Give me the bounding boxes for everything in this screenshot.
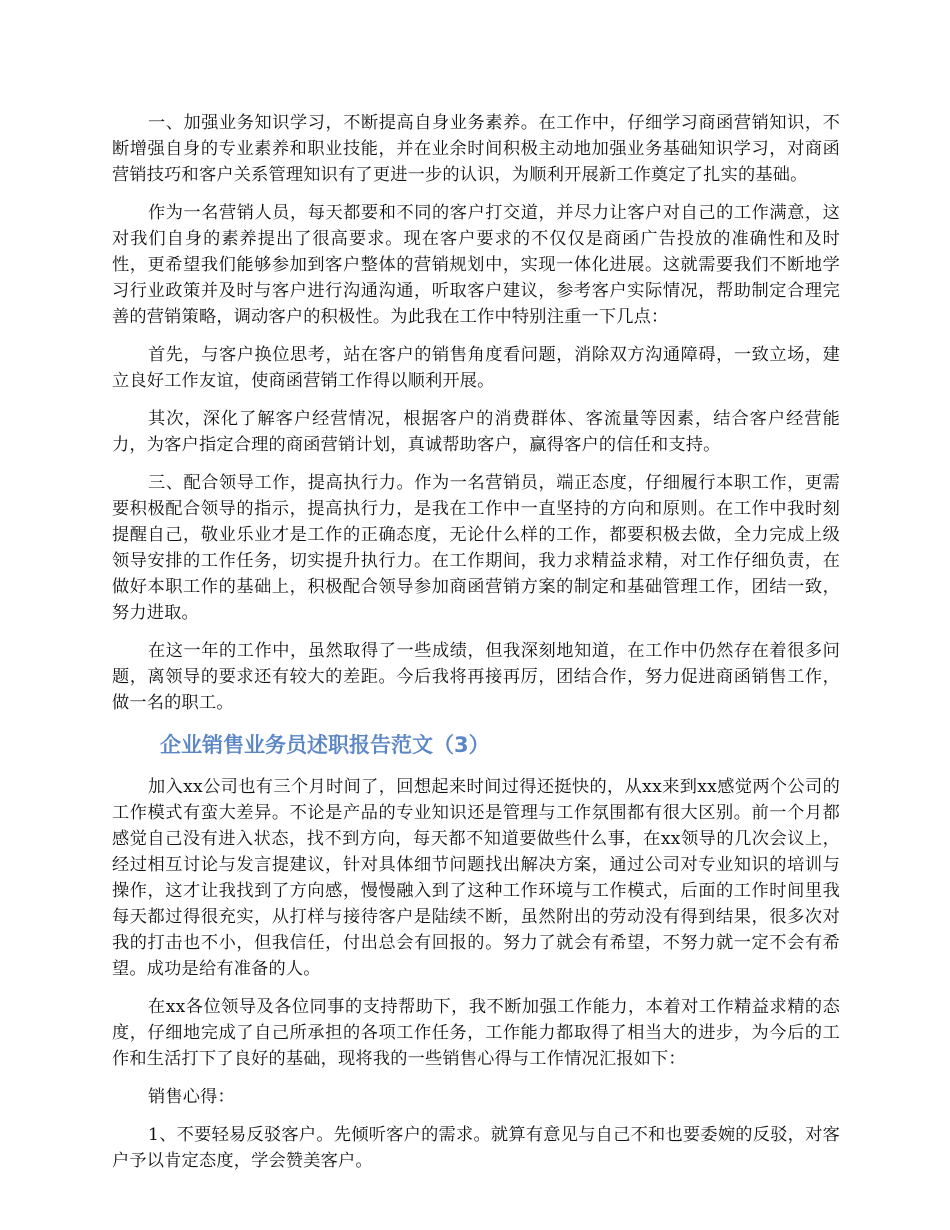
paragraph-insight-1: 1、不要轻易反驳客户。先倾听客户的需求。就算有意见与自己不和也要委婉的反驳，对客户予以肯定态度，学会赞美客户。 — [112, 1125, 840, 1171]
paragraph-support: 在xx各位领导及各位同事的支持帮助下，我不断加强工作能力，本着对工作精益求精的态度，仔细地完成了自己所承担的各项工作任务，工作能力都取得了相当大的进步，为今后的工作和生活打下了良好的基础，现将我的一些销售心得与工作情况汇报如下： — [112, 997, 840, 1069]
section-heading: 企业销售业务员述职报告范文（3） — [160, 733, 490, 757]
paragraph-marketing-role: 作为一名营销人员，每天都要和不同的客户打交道，并尽力让客户对自己的工作满意，这对我们自身的素养提出了很高要求。现在客户要求的不仅仅是商函广告投放的准确性和及时性，更希望我们能够参加到客户整体的营销规划中，实现一体化进展。这就需要我们不断地学习行业政策并及时与客户进行沟通沟通，听取客户建议，参考客户实际情况，帮助制定合理完善的营销策略，调动客户的积极性。为此我在工作中特别注重一下几点： — [112, 203, 840, 327]
document-page — [112, 110, 840, 1186]
paragraph-first-point: 首先，与客户换位思考，站在客户的销售角度看问题，消除双方沟通障碍，一致立场，建立良好工作友谊，使商函营销工作得以顺利开展。 — [112, 345, 840, 391]
paragraph-joining-company: 加入xx公司也有三个月时间了，回想起来时间过得还挺快的，从xx来到xx感觉两个公司的工作模式有蛮大差异。不论是产品的专业知识还是管理与工作氛围都有很大区别。前一个月都感觉自己没有进入状态，找不到方向，每天都不知道要做些什么事，在xx领导的几次会议上，经过相互讨论与发言提建议，针对具体细节问题找出解决方案，通过公司对专业知识的培训与操作，这才让我找到了方向感，慢慢融入到了这种工作环境与工作模式，后面的工作时间里我每天都过得很充实，从打样与接待客户是陆续不断，虽然附出的劳动没有得到结果，很多次对我的打击也不小，但我信任，付出总会有回报的。努力了就会有希望，不努力就一定不会有希望。成功是给有准备的人。 — [112, 777, 840, 979]
paragraph-year-summary: 在这一年的工作中，虽然取得了一些成绩，但我深刻地知道，在工作中仍然存在着很多问题，离领导的要求还有较大的差距。今后我将再接再厉，团结合作，努力促进商函销售工作，做一名的职工。 — [112, 641, 840, 713]
paragraph-knowledge-study: 一、加强业务知识学习，不断提高自身业务素养。在工作中，仔细学习商函营销知识，不断增强自身的专业素养和职业技能，并在业余时间积极主动地加强业务基础知识学习，对商函营销技巧和客户关系管理知识有了更进一步的认识，为顺利开展新工作奠定了扎实的基础。 — [112, 113, 840, 185]
paragraph-sales-insights-label: 销售心得： — [148, 1087, 235, 1107]
paragraph-second-point: 其次，深化了解客户经营情况，根据客户的消费群体、客流量等因素，结合客户经营能力，为客户指定合理的商函营销计划，真诚帮助客户，赢得客户的信任和支持。 — [112, 409, 840, 455]
paragraph-leadership: 三、配合领导工作，提高执行力。作为一名营销员，端正态度，仔细履行本职工作，更需要积极配合领导的指示，提高执行力，是我在工作中一直坚持的方向和原则。在工作中我时刻提醒自己，敬业乐业才是工作的正确态度，无论什么样的工作，都要积极去做，全力完成上级领导安排的工作任务，切实提升执行力。在工作期间，我力求精益求精，对工作仔细负责，在做好本职工作的基础上，积极配合领导参加商函营销方案的制定和基础管理工作，团结一致，努力进取。 — [112, 473, 840, 623]
